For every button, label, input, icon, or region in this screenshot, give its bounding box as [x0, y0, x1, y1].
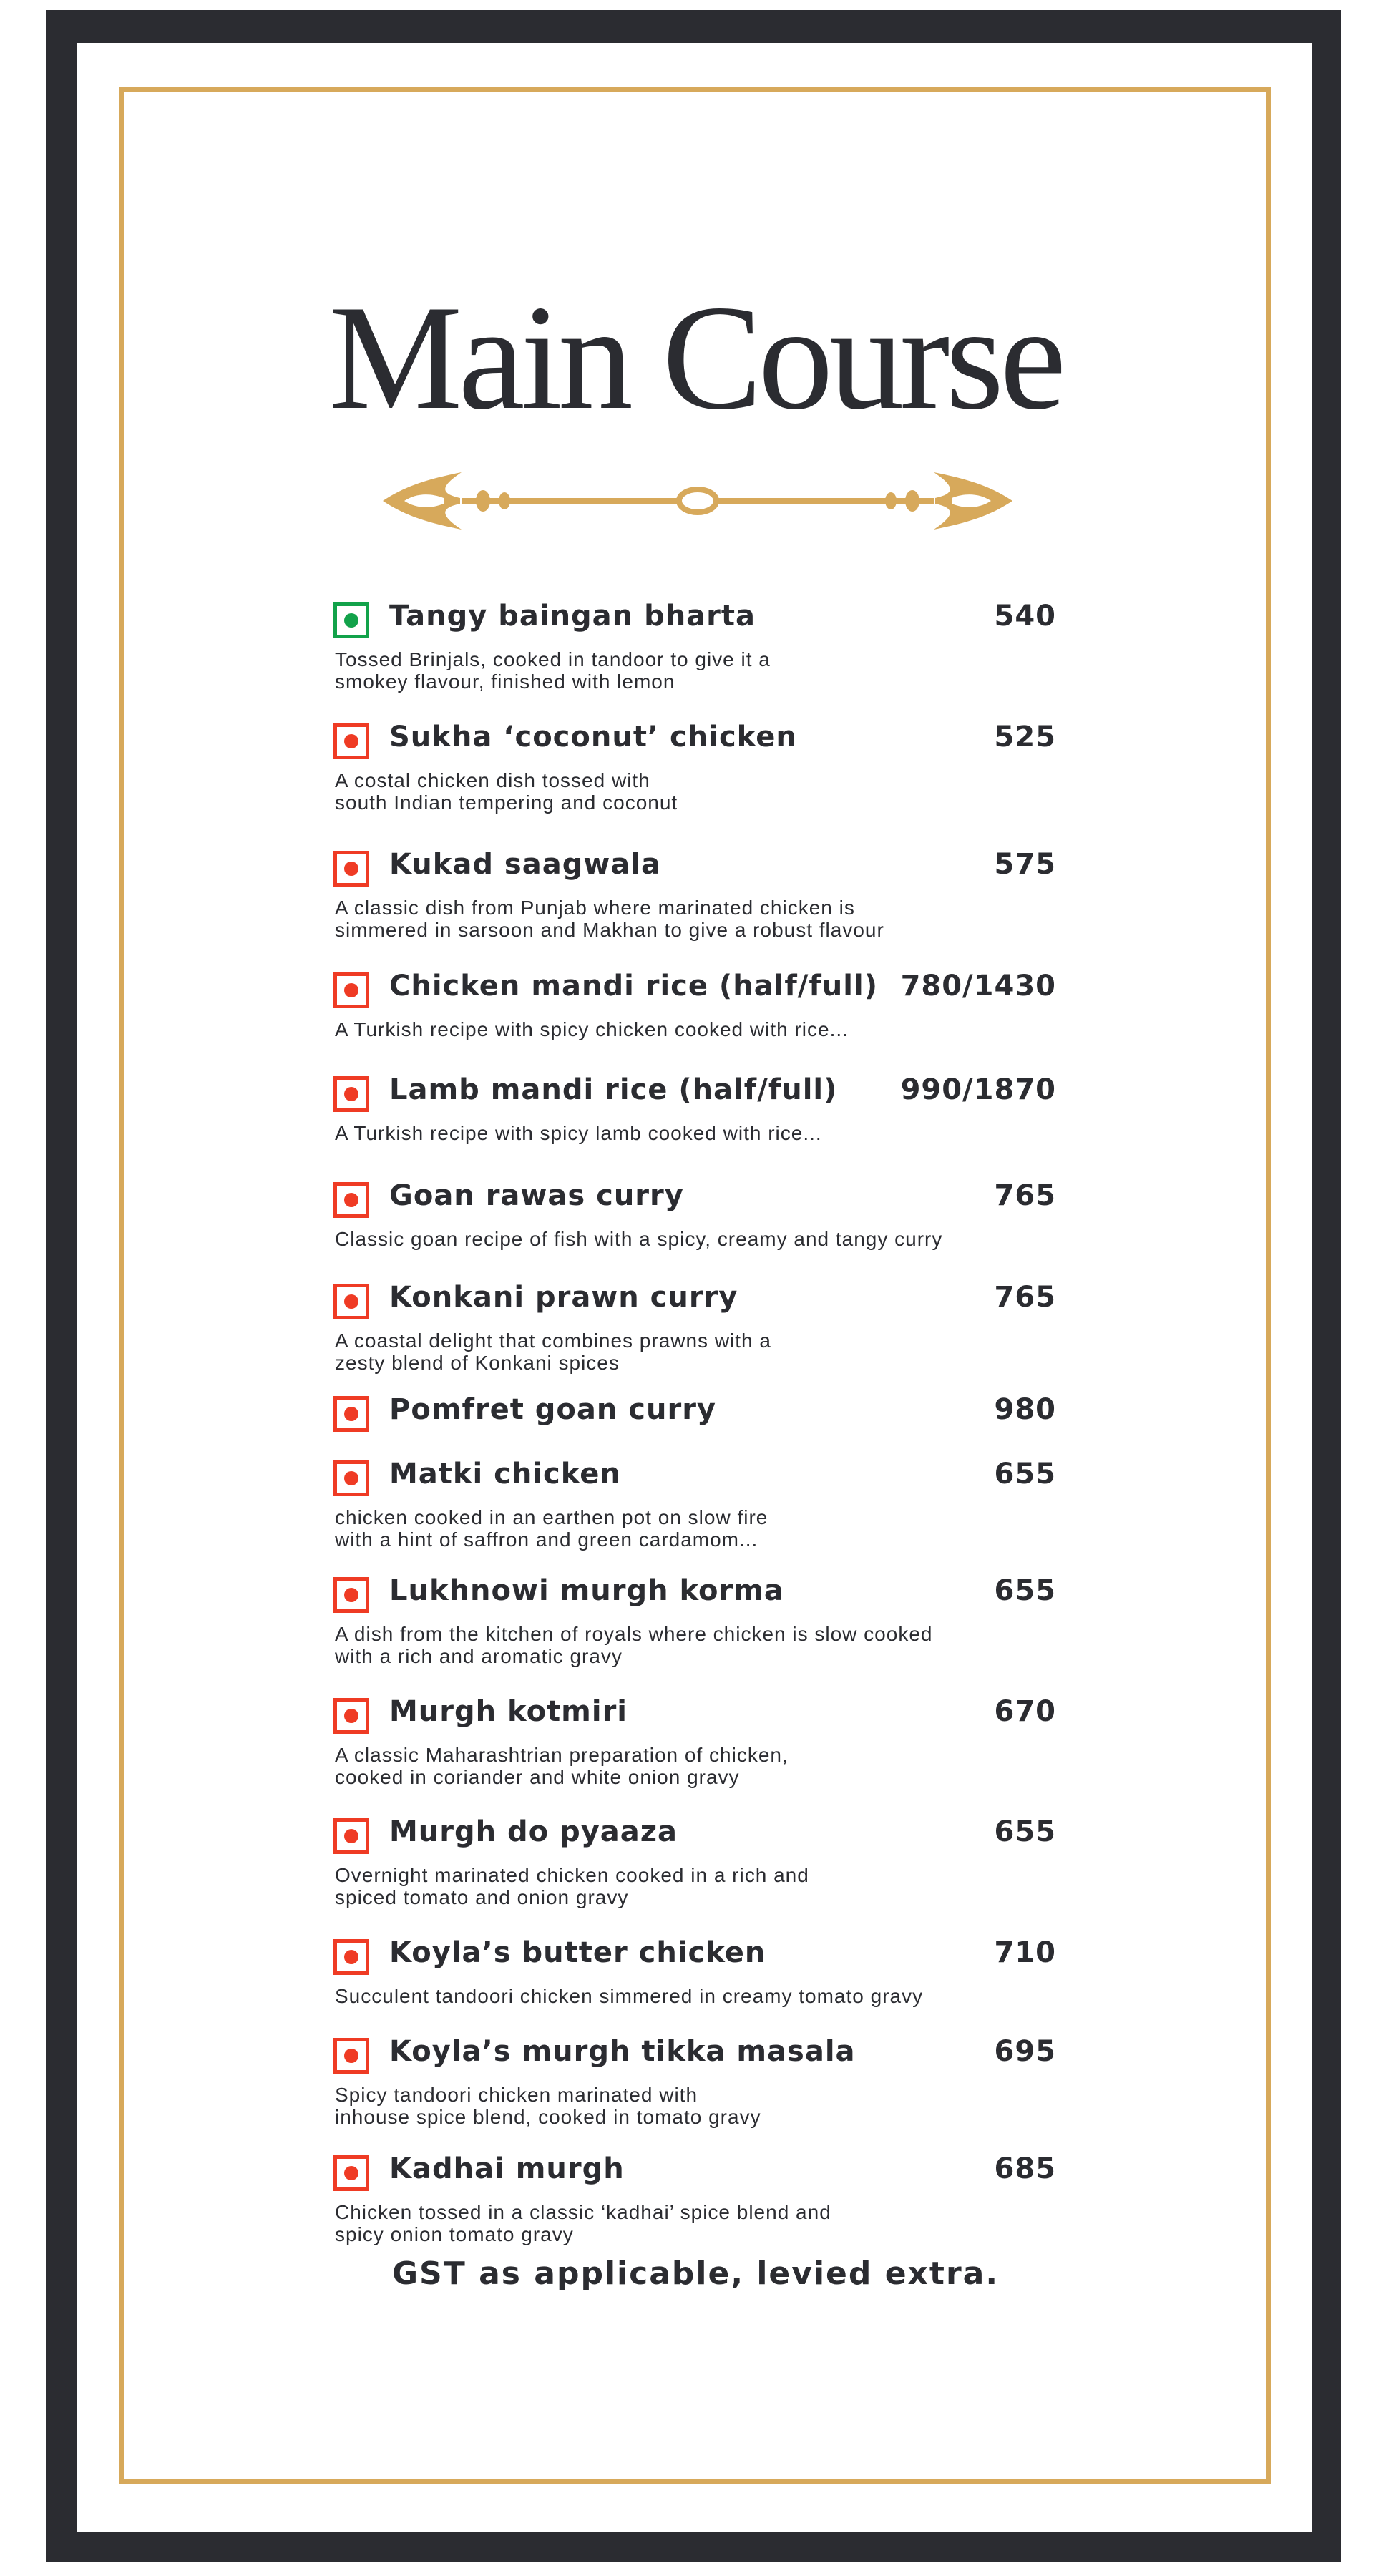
item-name: Konkani prawn curry	[389, 1281, 738, 1314]
item-price: 670	[994, 1695, 1056, 1728]
nonveg-symbol-icon	[333, 2155, 369, 2191]
item-description: A dish from the kitchen of royals where chicken is slow cooked with a rich and aromatic gravy	[335, 1623, 933, 1667]
menu-item	[333, 848, 1063, 941]
item-price: 575	[994, 848, 1056, 881]
menu-item	[333, 1695, 1063, 1788]
item-name: Murgh kotmiri	[389, 1695, 628, 1728]
nonveg-symbol-icon	[333, 723, 369, 759]
menu-item	[333, 1179, 1063, 1272]
item-price: 525	[994, 721, 1056, 753]
item-price: 695	[994, 2035, 1056, 2068]
nonveg-symbol-icon	[333, 1577, 369, 1613]
menu-item	[333, 600, 1063, 693]
item-name: Pomfret goan curry	[389, 1393, 717, 1426]
item-name: Murgh do pyaaza	[389, 1815, 678, 1848]
nonveg-symbol-icon	[333, 2038, 369, 2074]
item-price: 655	[994, 1574, 1056, 1607]
item-name: Kadhai murgh	[389, 2152, 625, 2185]
nonveg-symbol-icon	[333, 1396, 369, 1432]
item-name: Koyla’s butter chicken	[389, 1936, 766, 1969]
nonveg-symbol-icon	[333, 1939, 369, 1975]
nonveg-symbol-icon	[333, 851, 369, 887]
item-name: Chicken mandi rice (half/full)	[389, 970, 878, 1002]
menu-item	[333, 2152, 1063, 2245]
menu-item	[333, 721, 1063, 814]
item-price: 980	[994, 1393, 1056, 1426]
menu-item	[333, 1936, 1063, 2029]
item-description: Classic goan recipe of fish with a spicy, creamy and tangy curry	[335, 1228, 943, 1250]
item-description: A Turkish recipe with spicy chicken cooked with rice...	[335, 1018, 849, 1040]
item-name: Lukhnowi murgh korma	[389, 1574, 784, 1607]
item-description: A classic Maharashtrian preparation of chicken, cooked in coriander and white onion gravy	[335, 1744, 789, 1788]
menu-item	[333, 1574, 1063, 1667]
item-description: Succulent tandoori chicken simmered in creamy tomato gravy	[335, 1985, 924, 2007]
gst-note: GST as applicable, levied extra.	[391, 2255, 1000, 2292]
item-name: Tangy baingan bharta	[389, 600, 756, 633]
item-name: Lamb mandi rice (half/full)	[389, 1073, 838, 1106]
item-price: 990/1870	[900, 1073, 1056, 1106]
menu-item	[333, 1458, 1063, 1551]
item-description: Overnight marinated chicken cooked in a rich and spiced tomato and onion gravy	[335, 1864, 809, 1908]
item-description: Spicy tandoori chicken marinated with inhouse spice blend, cooked in tomato gravy	[335, 2084, 761, 2128]
menu-item	[333, 1073, 1063, 1166]
item-name: Koyla’s murgh tikka masala	[389, 2035, 856, 2068]
menu-item	[333, 2035, 1063, 2128]
item-price: 710	[994, 1936, 1056, 1969]
menu-title: Main Course	[328, 275, 1063, 441]
item-description: chicken cooked in an earthen pot on slow fire with a hint of saffron and green cardamom...	[335, 1506, 768, 1551]
nonveg-symbol-icon	[333, 1076, 369, 1112]
item-description: Tossed Brinjals, cooked in tandoor to give it a smokey flavour, finished with lemon	[335, 648, 771, 693]
veg-symbol-icon	[333, 602, 369, 638]
menu-item	[333, 1815, 1063, 1908]
item-description: A coastal delight that combines prawns with a zesty blend of Konkani spices	[335, 1330, 771, 1374]
item-description: A costal chicken dish tossed with south Indian tempering and coconut	[335, 769, 678, 814]
item-name: Kukad saagwala	[389, 848, 661, 881]
item-name: Goan rawas curry	[389, 1179, 684, 1212]
nonveg-symbol-icon	[333, 1698, 369, 1734]
menu-item	[333, 970, 1063, 1063]
item-description: Chicken tossed in a classic ‘kadhai’ spice blend and spicy onion tomato gravy	[335, 2201, 831, 2245]
item-description: A Turkish recipe with spicy lamb cooked with rice...	[335, 1122, 822, 1144]
nonveg-symbol-icon	[333, 1284, 369, 1319]
ornament-divider-icon	[376, 458, 1020, 544]
nonveg-symbol-icon	[333, 972, 369, 1008]
item-name: Matki chicken	[389, 1458, 621, 1491]
item-name: Sukha ‘coconut’ chicken	[389, 721, 797, 753]
item-price: 655	[994, 1815, 1056, 1848]
item-price: 540	[994, 600, 1056, 633]
menu-item	[333, 1281, 1063, 1374]
item-price: 655	[994, 1458, 1056, 1491]
nonveg-symbol-icon	[333, 1460, 369, 1496]
item-description: A classic dish from Punjab where marinated chicken is simmered in sarsoon and Makhan to give a robust flavour	[335, 897, 884, 941]
item-price: 685	[994, 2152, 1056, 2185]
item-price: 780/1430	[900, 970, 1056, 1002]
nonveg-symbol-icon	[333, 1818, 369, 1854]
nonveg-symbol-icon	[333, 1182, 369, 1218]
item-price: 765	[994, 1179, 1056, 1212]
item-price: 765	[994, 1281, 1056, 1314]
